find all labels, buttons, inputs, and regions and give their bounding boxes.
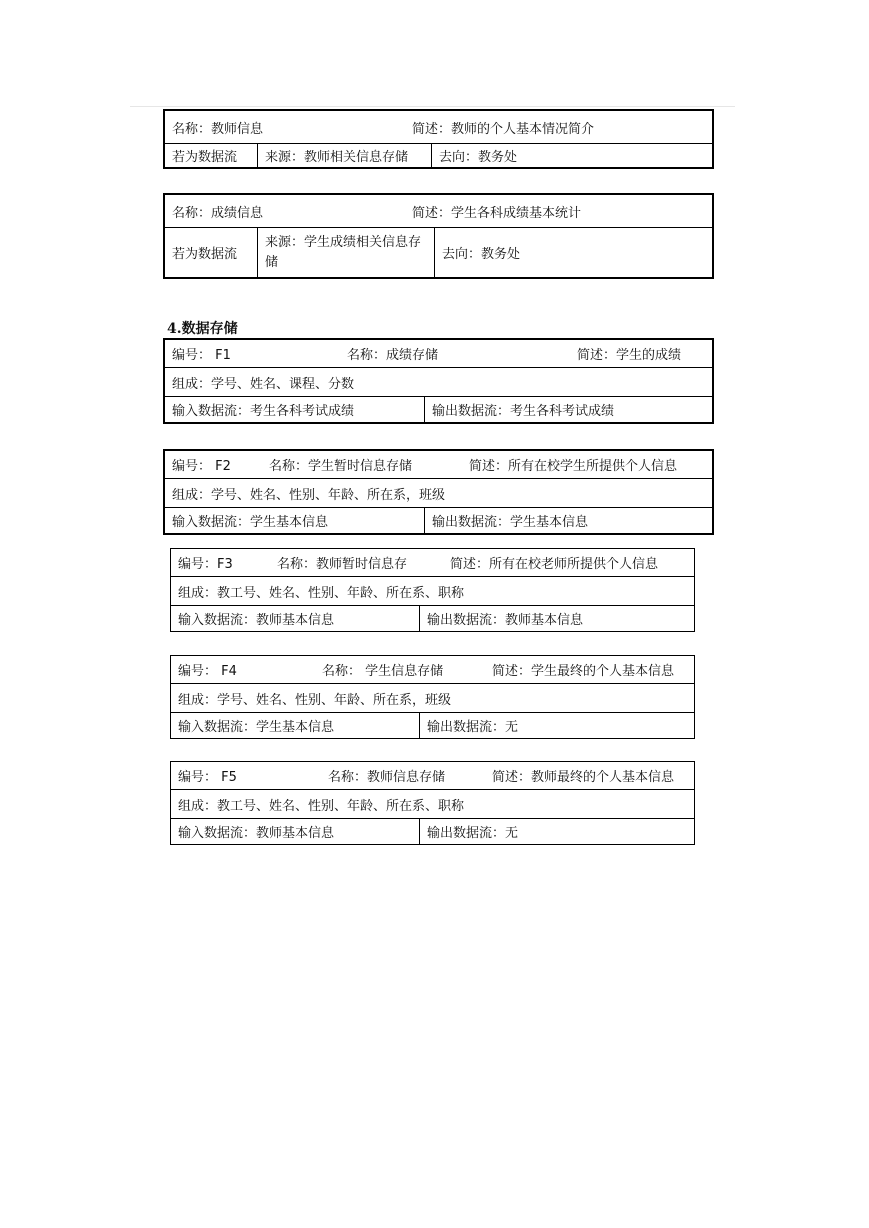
- grade-info-source: 来源：学生成绩相关信息存储: [257, 228, 434, 277]
- store-desc: 简述：所有在校学生所提供个人信息: [469, 459, 678, 474]
- store-name: 名称：教师信息存储: [328, 770, 446, 785]
- store-input-flow: 输入数据流：教师基本信息: [178, 826, 335, 841]
- store-header-row: [171, 762, 694, 790]
- store-header-row: [171, 549, 694, 577]
- teacher-info-table: [163, 109, 714, 169]
- teacher-info-source: 来源：教师相关信息存储: [257, 144, 431, 167]
- grade-info-desc: 简述：学生各科成绩基本统计: [412, 205, 582, 221]
- store-table-f4: [170, 655, 695, 739]
- store-flow-row: [171, 819, 694, 844]
- store-header-row: [165, 451, 712, 479]
- grade-info-header-row: [165, 195, 712, 228]
- store-header-row: [165, 340, 712, 368]
- store-composition: 组成：学号、姓名、性别、年龄、所在系，班级: [172, 487, 446, 503]
- store-desc: 简述：学生最终的个人基本信息: [492, 664, 675, 679]
- store-table-f1: [163, 338, 714, 424]
- store-input-flow: 输入数据流：学生基本信息: [178, 720, 335, 735]
- store-composition-row: [171, 684, 694, 713]
- store-composition: 组成：学号、姓名、课程、分数: [172, 376, 355, 392]
- store-output-flow: 输出数据流：教师基本信息: [419, 606, 694, 631]
- store-name: 名称：成绩存储: [347, 348, 439, 363]
- store-flow-row: [171, 606, 694, 631]
- store-name: 名称： 学生信息存储: [322, 664, 444, 679]
- store-desc: 简述：教师最终的个人基本信息: [492, 770, 675, 785]
- store-composition-row: [165, 479, 712, 508]
- teacher-info-name: 名称：教师信息: [172, 121, 264, 137]
- page-top-rule: [130, 106, 735, 107]
- store-desc: 简述：所有在校老师所提供个人信息: [450, 557, 659, 572]
- store-input-flow: 输入数据流：考生各科考试成绩: [172, 404, 355, 419]
- store-composition: 组成：教工号、姓名、性别、年龄、所在系、职称: [178, 798, 465, 814]
- store-input-flow: 输入数据流：教师基本信息: [178, 613, 335, 628]
- store-id: 编号：F3: [178, 557, 233, 572]
- store-composition-row: [171, 790, 694, 819]
- teacher-info-flow-row: [165, 144, 712, 167]
- store-table-f5: [170, 761, 695, 845]
- grade-info-flow-label: 若为数据流: [172, 247, 238, 262]
- teacher-info-desc: 简述：教师的个人基本情况简介: [412, 121, 595, 137]
- store-output-flow: 输出数据流：考生各科考试成绩: [424, 397, 712, 422]
- store-composition: 组成：学号、姓名、性别、年龄、所在系，班级: [178, 692, 452, 708]
- store-header-row: [171, 656, 694, 684]
- store-flow-row: [165, 397, 712, 422]
- store-output-flow: 输出数据流：无: [419, 819, 694, 844]
- grade-info-name: 名称：成绩信息: [172, 205, 264, 221]
- grade-info-dest: 去向：教务处: [434, 228, 712, 277]
- store-desc: 简述：学生的成绩: [577, 348, 682, 363]
- teacher-info-flow-label: 若为数据流: [172, 150, 238, 165]
- store-id: 编号： F1: [172, 348, 231, 363]
- store-output-flow: 输出数据流：无: [419, 713, 694, 738]
- store-input-flow: 输入数据流：学生基本信息: [172, 515, 329, 530]
- store-id: 编号： F2: [172, 459, 231, 474]
- grade-info-table: [163, 193, 714, 279]
- teacher-info-dest: 去向：教务处: [431, 144, 712, 167]
- store-id: 编号： F5: [178, 770, 237, 785]
- store-flow-row: [165, 508, 712, 533]
- store-name: 名称：学生暂时信息存储: [269, 459, 413, 474]
- grade-info-flow-row: [165, 228, 712, 277]
- store-table-f3: [170, 548, 695, 632]
- section-heading-data-storage: 4.数据存储: [167, 321, 238, 337]
- store-name: 名称：教师暂时信息存: [277, 557, 408, 572]
- store-flow-row: [171, 713, 694, 738]
- store-table-f2: [163, 449, 714, 535]
- store-id: 编号： F4: [178, 664, 237, 679]
- store-composition: 组成：教工号、姓名、性别、年龄、所在系、职称: [178, 585, 465, 601]
- store-composition-row: [165, 368, 712, 397]
- store-output-flow: 输出数据流：学生基本信息: [424, 508, 712, 533]
- teacher-info-header-row: [165, 111, 712, 144]
- store-composition-row: [171, 577, 694, 606]
